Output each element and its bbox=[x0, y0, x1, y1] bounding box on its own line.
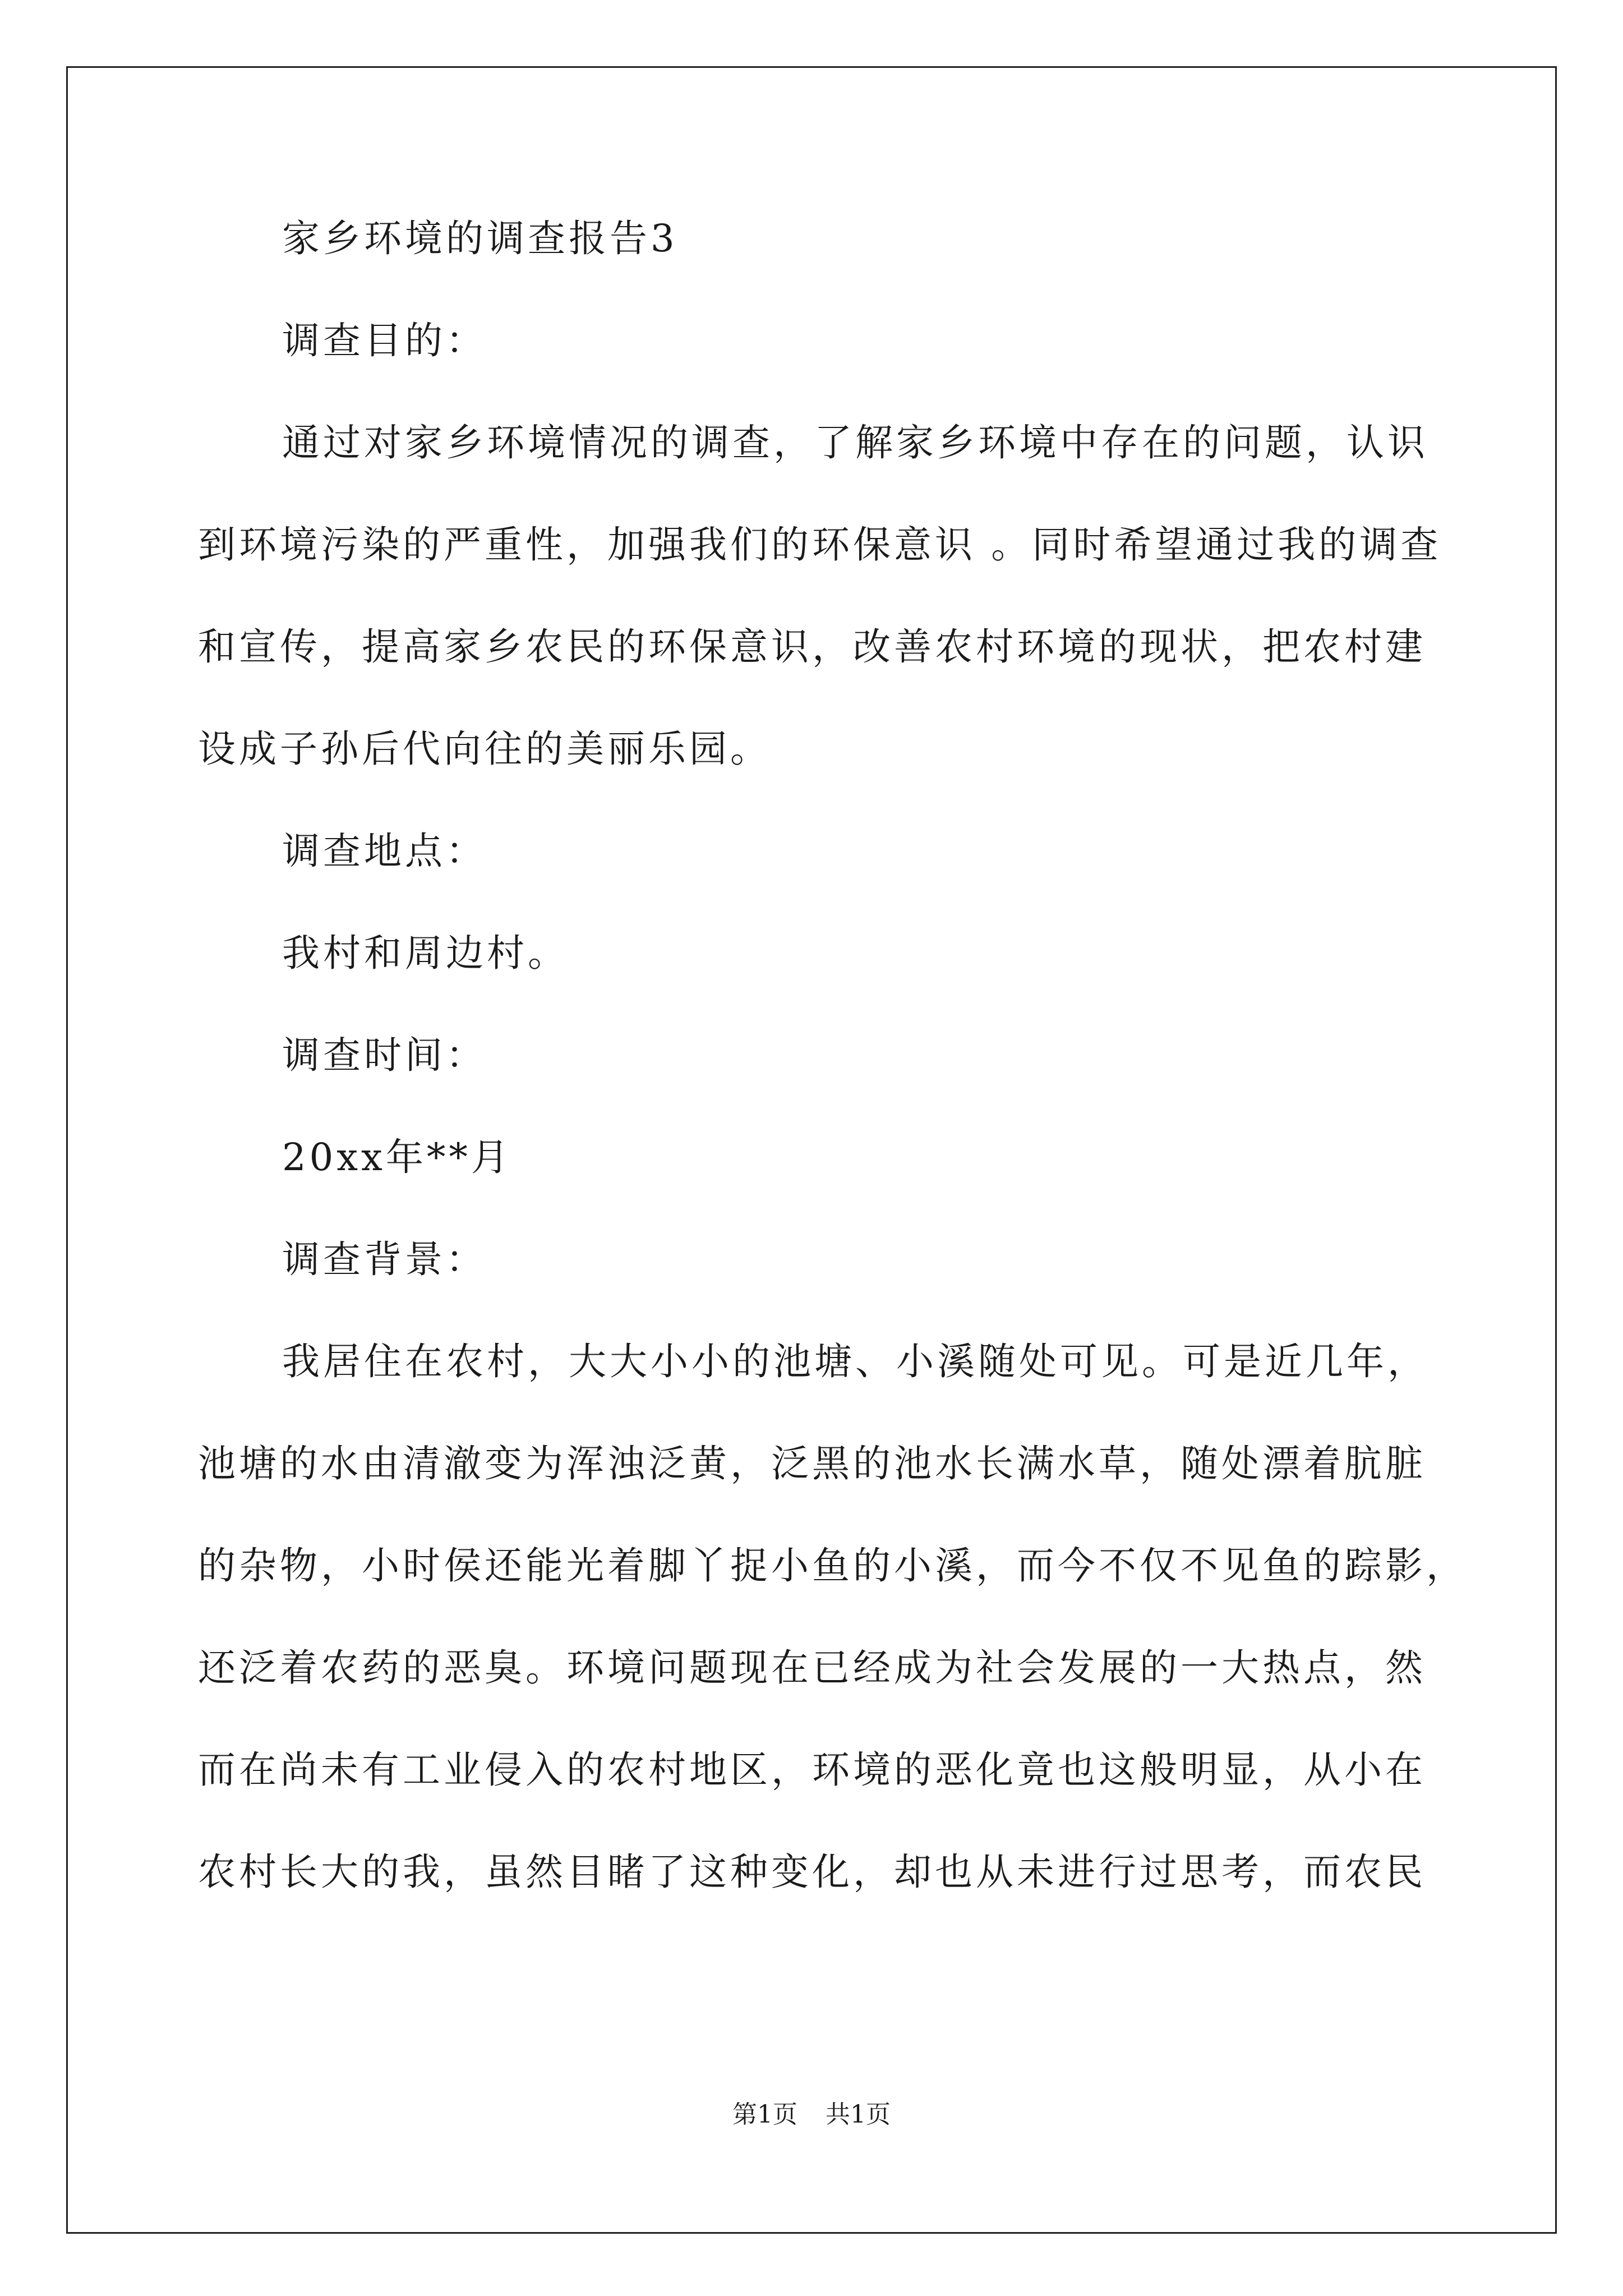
section-heading-background: 调查背景： bbox=[282, 1237, 487, 1281]
page-total: 共1页 bbox=[826, 2100, 891, 2129]
document-title: 家乡环境的调查报告3 bbox=[282, 217, 678, 260]
paragraph-line: 我居住在农村，大大小小的池塘、小溪随处可见。可是近几年， bbox=[282, 1340, 1428, 1383]
section-heading-location: 调查地点： bbox=[282, 829, 487, 873]
paragraph-line: 的杂物，小时侯还能光着脚丫捉小鱼的小溪，而今不仅不见鱼的踪影， bbox=[198, 1544, 1467, 1588]
paragraph-line: 而在尚未有工业侵入的农村地区，环境的恶化竟也这般明显，从小在 bbox=[198, 1748, 1426, 1792]
paragraph-line: 到环境污染的严重性，加强我们的环保意识 。同时希望通过我的调查 bbox=[198, 523, 1442, 567]
section-heading-purpose: 调查目的： bbox=[282, 319, 487, 362]
paragraph-line: 和宣传，提高家乡农民的环保意识，改善农村环境的现状，把农村建 bbox=[198, 625, 1426, 669]
paragraph-line: 设成子孙后代向往的美丽乐园。 bbox=[198, 727, 771, 771]
section-heading-time: 调查时间： bbox=[282, 1033, 487, 1077]
paragraph-line: 我村和周边村。 bbox=[282, 931, 569, 975]
page-number: 第1页 bbox=[732, 2100, 797, 2129]
paragraph-line: 还泛着农药的恶臭。环境问题现在已经成为社会发展的一大热点，然 bbox=[198, 1646, 1426, 1690]
paragraph-line: 20xx年**月 bbox=[282, 1135, 512, 1179]
page-footer bbox=[0, 2098, 1623, 2132]
paragraph-line: 池塘的水由清澈变为浑浊泛黄，泛黑的池水长满水草，随处漂着肮脏 bbox=[198, 1442, 1426, 1485]
paragraph-line: 通过对家乡环境情况的调查，了解家乡环境中存在的问题，认识 bbox=[282, 421, 1428, 464]
paragraph-line: 农村长大的我，虽然目睹了这种变化，却也从未进行过思考，而农民 bbox=[198, 1850, 1426, 1894]
document-body bbox=[198, 212, 1467, 1948]
